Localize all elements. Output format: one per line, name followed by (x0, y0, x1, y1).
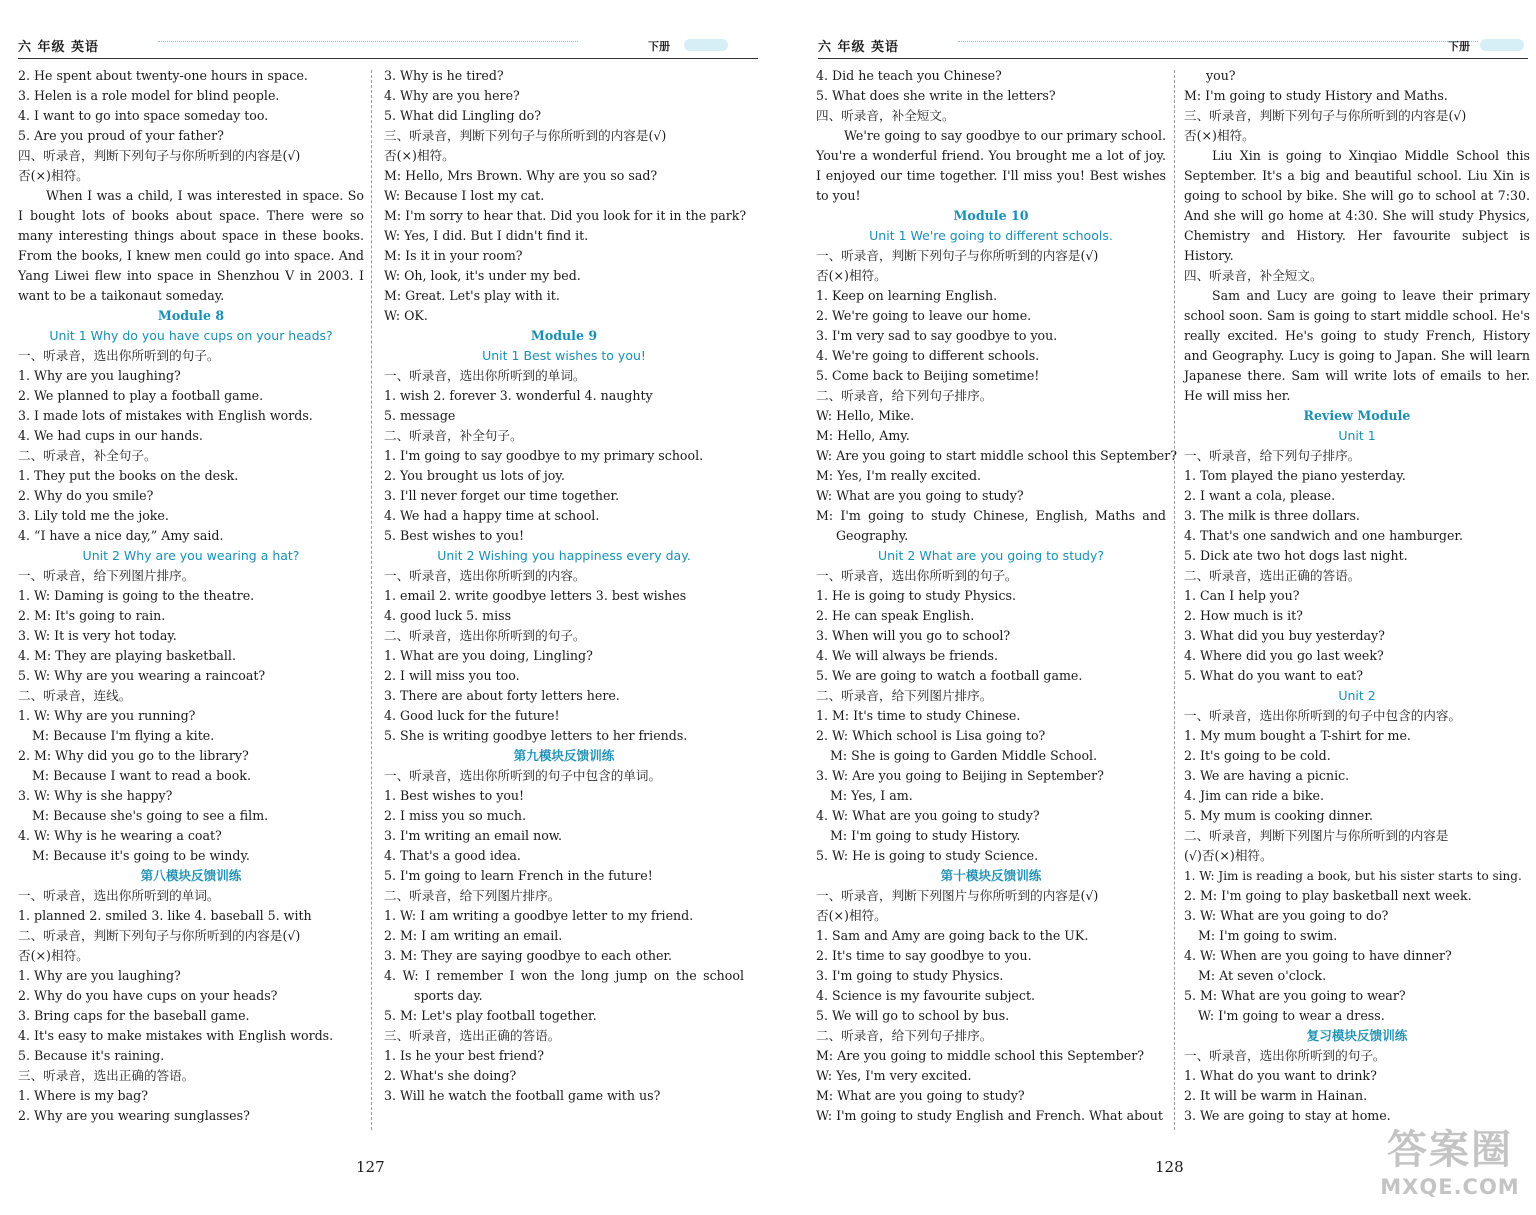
text-line: M: Hello, Mrs Brown. Why are you so sad? (384, 168, 658, 183)
text-line: 3. I made lots of mistakes with English words. (18, 408, 313, 423)
text-line: 2. I will miss you too. (384, 668, 520, 683)
text-line: 4. Where did you go last week? (1184, 648, 1384, 663)
unit-heading: Unit 2 Wishing you happiness every day. (437, 548, 691, 563)
section-heading: 四、听录音，判断下列句子与你所听到的内容是(√) (18, 148, 301, 163)
text-line: 1. What are you doing, Lingling? (384, 648, 593, 663)
column-2 (384, 66, 747, 1106)
review-heading: 复习模块反馈训练 (1306, 1028, 1408, 1043)
text-line: 4. W: Why is he wearing a coat? (18, 828, 222, 843)
text-line: 2. It's going to be cold. (1184, 748, 1331, 763)
section-heading: 二、听录音，补全句子。 (384, 428, 523, 443)
text-line: 2. We planned to play a football game. (18, 388, 264, 403)
unit-heading: Unit 2 What are you going to study? (877, 548, 1104, 563)
text-line: 1. Is he your best friend? (384, 1048, 544, 1063)
text-line: 5. We are going to watch a football game. (816, 668, 1083, 683)
text-line: 3. W: Are you going to Beijing in September? (816, 768, 1104, 783)
text-line: 2. He can speak English. (816, 608, 975, 623)
header-badge-decoration (1480, 39, 1524, 51)
text-line: 5. Best wishes to you! (384, 528, 525, 543)
text-line: M: I'm going to study History. (830, 828, 1021, 843)
text-line: 3. We are going to stay at home. (1184, 1108, 1391, 1123)
text-line: 4. Science is my favourite subject. (816, 988, 1036, 1003)
section-heading: 一、听录音，选出你所听到的单词。 (18, 888, 220, 903)
review-heading: 第十模块反馈训练 (940, 868, 1042, 883)
text-line: M: Is it in your room? (384, 248, 523, 263)
text-line: M: I'm going to swim. (1198, 928, 1338, 943)
text-line: 4. W: When are you going to have dinner? (1184, 948, 1452, 963)
text-line: 5. What does she write in the letters? (816, 88, 1056, 103)
text-line: 5. W: Why are you wearing a raincoat? (18, 668, 266, 683)
text-line: 2. I miss you so much. (384, 808, 526, 823)
text-line: M: Great. Let's play with it. (384, 288, 560, 303)
text-line: 5. She is writing goodbye letters to her friends. (384, 728, 688, 743)
unit-heading: Unit 1 Best wishes to you! (482, 348, 646, 363)
section-heading: 三、听录音，判断下列句子与你所听到的内容是(√) (384, 128, 667, 143)
unit-heading: Unit 1 We're going to different schools. (869, 228, 1113, 243)
section-heading: 三、听录音，选出正确的答语。 (384, 1028, 561, 1043)
text-line: 5. M: What are you going to wear? (1184, 988, 1406, 1003)
text-line: 4. M: They are playing basketball. (18, 648, 236, 663)
text-line: 1. W: Why are you running? (18, 708, 196, 723)
text-line: 2. M: I'm going to play basketball next week. (1184, 888, 1472, 903)
text-line: 3. I'm going to study Physics. (816, 968, 1004, 983)
section-heading: 二、听录音，补全句子。 (18, 448, 157, 463)
text-line: 4. It's easy to make mistakes with English words. (18, 1028, 334, 1043)
text-line: 1. Why are you laughing? (18, 368, 181, 383)
text-line: 2. We're going to leave our home. (816, 308, 1032, 323)
section-heading: 二、听录音，选出正确的答语。 (1184, 568, 1361, 583)
text-line: 1. M: It's time to study Chinese. (816, 708, 1021, 723)
text-line: 4. We had a happy time at school. (384, 508, 600, 523)
module-heading: Module 9 (530, 328, 598, 343)
text-line: 5. W: He is going to study Science. (816, 848, 1039, 863)
section-heading: 否(×)相符。 (816, 268, 887, 283)
section-heading: 一、听录音，给下列句子排序。 (1184, 448, 1361, 463)
text-line: M: Hello, Amy. (816, 428, 910, 443)
passage: Liu Xin is going to Xinqiao Middle School this September. It's a big and beautiful school. Liu Xin is going to school by bike. She will go to school at 7:30. And she will go home at 4:30. She will study Physics, Chemistry and History. Her favourite subject is History. (1184, 148, 1530, 263)
section-heading: 二、听录音，连线。 (18, 688, 132, 703)
section-heading: 二、听录音，判断下列图片与你所听到的内容是 (1184, 828, 1449, 843)
text-line: 5. We will go to school by bus. (816, 1008, 1010, 1023)
text-line: 5. I'm going to learn French in the future! (384, 868, 653, 883)
text-line: 5. What did Lingling do? (384, 108, 541, 123)
text-line: 3. I'm writing an email now. (384, 828, 563, 843)
text-line: M: She is going to Garden Middle School. (830, 748, 1098, 763)
text-line: 4. I want to go into space someday too. (18, 108, 269, 123)
section-heading: 一、听录音，选出你所听到的内容。 (384, 568, 586, 583)
text-line: 4. We had cups in our hands. (18, 428, 203, 443)
text-line: 4. W: What are you going to study? (816, 808, 1040, 823)
column-divider (1174, 70, 1175, 1130)
text-line: W: Are you going to start middle school this September? (816, 448, 1178, 463)
text-line: 1. email 2. write goodbye letters 3. best wishes (384, 588, 687, 603)
text-line: M: Because I'm flying a kite. (32, 728, 215, 743)
text-line: 5. Come back to Beijing sometime! (816, 368, 1040, 383)
text-line: 5. Because it's raining. (18, 1048, 165, 1063)
review-heading: 第八模块反馈训练 (140, 868, 242, 883)
section-heading: 二、听录音，给下列图片排序。 (384, 888, 561, 903)
text-line: 3. Lily told me the joke. (18, 508, 169, 523)
section-heading: 三、听录音，选出正确的答语。 (18, 1068, 195, 1083)
text-line: 5. M: Let's play football together. (384, 1008, 597, 1023)
right-header (818, 36, 1528, 59)
section-heading: 二、听录音，给下列图片排序。 (816, 688, 993, 703)
text-line: M: I'm going to study Chinese, English, Maths and Geography. (816, 508, 1166, 543)
text-line: 1. W: Daming is going to the theatre. (18, 588, 255, 603)
text-line: 1. What do you want to drink? (1184, 1068, 1377, 1083)
text-line: 1. Where is my bag? (18, 1088, 148, 1103)
text-line: 1. W: I am writing a goodbye letter to my friend. (384, 908, 694, 923)
text-line: 1. Tom played the piano yesterday. (1184, 468, 1406, 483)
text-line: 3. We are having a picnic. (1184, 768, 1350, 783)
text-line: 2. M: It's going to rain. (18, 608, 166, 623)
text-line: 3. I'm very sad to say goodbye to you. (816, 328, 1058, 343)
section-heading: 四、听录音，补全短文。 (1184, 268, 1323, 283)
column-4 (1184, 66, 1530, 1126)
section-heading: 否(×)相符。 (1184, 128, 1255, 143)
text-line: 5. What do you want to eat? (1184, 668, 1363, 683)
text-line: 5. Dick ate two hot dogs last night. (1184, 548, 1408, 563)
header-volume: 下册 (1448, 40, 1470, 53)
text-line: 4. We will always be friends. (816, 648, 998, 663)
text-line: M: Are you going to middle school this September? (816, 1048, 1144, 1063)
text-line: 3. W: Why is she happy? (18, 788, 173, 803)
text-line: 2. Why do you smile? (18, 488, 154, 503)
text-line: W: I'm going to study English and French. What about (816, 1108, 1163, 1123)
text-line: 5. My mum is cooking dinner. (1184, 808, 1373, 823)
text-line: 1. W: Jim is reading a book, but his sister starts to sing. (1184, 869, 1522, 883)
text-line: 2. M: Why did you go to the library? (18, 748, 249, 763)
text-line: 4. Why are you here? (384, 88, 520, 103)
text-line: 4. That's one sandwich and one hamburger. (1184, 528, 1464, 543)
text-line: M: Yes, I'm really excited. (816, 468, 982, 483)
text-line: 4. Good luck for the future! (384, 708, 560, 723)
text-line: 3. I'll never forget our time together. (384, 488, 620, 503)
section-heading: 二、听录音，选出你所听到的句子。 (384, 628, 586, 643)
text-line: 4. Did he teach you Chinese? (816, 68, 1002, 83)
passage: We're going to say goodbye to our primary school. You're a wonderful friend. You brought me a lot of joy. I enjoyed our time together. I'll miss you! Best wishes to you! (816, 128, 1166, 203)
text-line: 2. W: Which school is Lisa going to? (816, 728, 1046, 743)
text-line: W: I'm going to wear a dress. (1198, 1008, 1385, 1023)
right-page (768, 0, 1536, 1215)
text-line: 1. Best wishes to you! (384, 788, 525, 803)
text-line: 3. Bring caps for the baseball game. (18, 1008, 250, 1023)
text-line: 3. W: What are you going to do? (1184, 908, 1389, 923)
page-number: 127 (356, 1158, 385, 1176)
header-volume: 下册 (648, 40, 670, 53)
text-line: 5. message (384, 408, 456, 423)
text-line: 2. You brought us lots of joy. (384, 468, 565, 483)
text-line: W: Yes, I did. But I didn't find it. (384, 228, 589, 243)
text-line: M: I'm sorry to hear that. Did you look for it in the park? (384, 208, 747, 223)
section-heading: 一、听录音，选出你所听到的句子。 (816, 568, 1018, 583)
text-line: 3. What did you buy yesterday? (1184, 628, 1385, 643)
text-line: 3. Why is he tired? (384, 68, 504, 83)
section-heading: 否(×)相符。 (18, 948, 89, 963)
text-line: 5. Are you proud of your father? (18, 128, 224, 143)
section-heading: 一、听录音，给下列图片排序。 (18, 568, 195, 583)
text-line: M: Because she's going to see a film. (32, 808, 269, 823)
text-line: M: At seven o'clock. (1198, 968, 1327, 983)
unit-heading: Unit 1 (1338, 428, 1376, 443)
module-heading: Module 8 (157, 308, 225, 323)
text-line: 4. That's a good idea. (384, 848, 521, 863)
text-line: you? (1206, 68, 1236, 83)
unit-heading: Unit 2 (1338, 688, 1376, 703)
text-line: 1. He is going to study Physics. (816, 588, 1016, 603)
text-line: 2. Why do you have cups on your heads? (18, 988, 278, 1003)
text-line: W: Yes, I'm very excited. (816, 1068, 972, 1083)
header-decoration (958, 41, 1478, 50)
header-title: 六 年级 英语 (18, 40, 100, 55)
text-line: 1. wish 2. forever 3. wonderful 4. naughty (384, 388, 653, 403)
column-1 (18, 66, 364, 1126)
text-line: 4. “I have a nice day,” Amy said. (18, 528, 224, 543)
text-line: 1. Why are you laughing? (18, 968, 181, 983)
unit-heading: Unit 1 Why do you have cups on your heads? (49, 328, 333, 343)
section-heading: 二、听录音，判断下列句子与你所听到的内容是(√) (18, 928, 301, 943)
text-line: M: I'm going to study History and Maths. (1184, 88, 1448, 103)
column-divider (371, 70, 372, 1130)
header-decoration (158, 41, 578, 50)
section-heading: 四、听录音，补全短文。 (816, 108, 955, 123)
section-heading: 否(×)相符。 (816, 908, 887, 923)
text-line: W: What are you going to study? (816, 488, 1024, 503)
watermark-logo (1372, 1125, 1528, 1209)
text-line: 3. There are about forty letters here. (384, 688, 620, 703)
text-line: 4. Jim can ride a bike. (1184, 788, 1324, 803)
text-line: 1. Keep on learning English. (816, 288, 998, 303)
header-title: 六 年级 英语 (818, 40, 900, 55)
text-line: 4. W: I remember I won the long jump on the school sports day. (384, 968, 744, 1003)
text-line: 2. It's time to say goodbye to you. (816, 948, 1032, 963)
passage: Sam and Lucy are going to leave their primary school soon. Sam is going to start middle school. He's really excited. He's going to study French, History and Geography. Lucy is going to Japan. She will learn Japanese there. Sam will write lots of emails to her. He will miss her. (1184, 288, 1530, 403)
section-heading: 一、听录音，选出你所听到的句子中包含的内容。 (1184, 708, 1462, 723)
page-number: 128 (1155, 1158, 1184, 1176)
text-line: 2. He spent about twenty-one hours in space. (18, 68, 308, 83)
text-line: 4. good luck 5. miss (384, 608, 512, 623)
text-line: 2. I want a cola, please. (1184, 488, 1336, 503)
text-line: 4. We're going to different schools. (816, 348, 1040, 363)
section-heading: 一、听录音，判断下列句子与你所听到的内容是(√) (816, 248, 1099, 263)
column-3 (816, 66, 1178, 1126)
section-heading: 一、听录音，选出你所听到的单词。 (384, 368, 586, 383)
section-heading: 二、听录音，给下列句子排序。 (816, 388, 993, 403)
text-line: W: Oh, look, it's under my bed. (384, 268, 581, 283)
text-line: 1. Can I help you? (1184, 588, 1300, 603)
text-line: 3. Will he watch the football game with us? (384, 1088, 661, 1103)
text-line: M: Because I want to read a book. (32, 768, 251, 783)
section-heading: 一、听录音，选出你所听到的句子。 (18, 348, 220, 363)
text-line: W: Hello, Mike. (816, 408, 915, 423)
section-heading: 否(×)相符。 (18, 168, 89, 183)
text-line: W: OK. (384, 308, 428, 323)
header-badge-decoration (684, 39, 728, 51)
passage: When I was a child, I was interested in space. So I bought lots of books about space. There were so many interesting things about space in these books. From the books, I knew men could go into space. And Yang Liwei flew into space in Shenzhou V in 2003. I want to be a taikonaut someday. (18, 188, 364, 303)
module-heading: Module 10 (953, 208, 1029, 223)
text-line: M: Because it's going to be windy. (32, 848, 250, 863)
text-line: 1. planned 2. smiled 3. like 4. baseball 5. with (18, 908, 312, 923)
unit-heading: Unit 2 Why are you wearing a hat? (82, 548, 300, 563)
text-line: 3. When will you go to school? (816, 628, 1011, 643)
section-heading: 否(×)相符。 (384, 148, 455, 163)
text-line: 2. How much is it? (1184, 608, 1303, 623)
watermark-url: MXQE.COM (1380, 1175, 1520, 1199)
section-heading: 一、听录音，选出你所听到的句子。 (1184, 1048, 1386, 1063)
text-line: 1. They put the books on the desk. (18, 468, 239, 483)
text-line: 3. M: They are saying goodbye to each other. (384, 948, 673, 963)
review-heading: 第九模块反馈训练 (513, 748, 615, 763)
text-line: M: What are you going to study? (816, 1088, 1025, 1103)
text-line: W: Because I lost my cat. (384, 188, 545, 203)
text-line: 1. I'm going to say goodbye to my primary school. (384, 448, 704, 463)
text-line: 1. Sam and Amy are going back to the UK. (816, 928, 1089, 943)
section-heading: 二、听录音，给下列句子排序。 (816, 1028, 993, 1043)
text-line: 2. M: I am writing an email. (384, 928, 563, 943)
text-line: 1. My mum bought a T-shirt for me. (1184, 728, 1411, 743)
section-heading: 一、听录音，选出你所听到的句子中包含的单词。 (384, 768, 662, 783)
text-line: 2. What's she doing? (384, 1068, 517, 1083)
left-header (18, 36, 758, 59)
module-heading: Review Module (1303, 408, 1411, 423)
text-line: 2. Why are you wearing sunglasses? (18, 1108, 250, 1123)
watermark-text: 答案圈 (1387, 1127, 1513, 1173)
text-line: 3. Helen is a role model for blind people. (18, 88, 280, 103)
text-line: 2. It will be warm in Hainan. (1184, 1088, 1368, 1103)
section-heading: 三、听录音，判断下列句子与你所听到的内容是(√) (1184, 108, 1467, 123)
text-line: M: Yes, I am. (830, 788, 913, 803)
section-heading: 一、听录音，判断下列图片与你所听到的内容是(√) (816, 888, 1099, 903)
text-line: 3. The milk is three dollars. (1184, 508, 1360, 523)
text-line: 3. W: It is very hot today. (18, 628, 177, 643)
section-heading: (√)否(×)相符。 (1184, 848, 1273, 863)
